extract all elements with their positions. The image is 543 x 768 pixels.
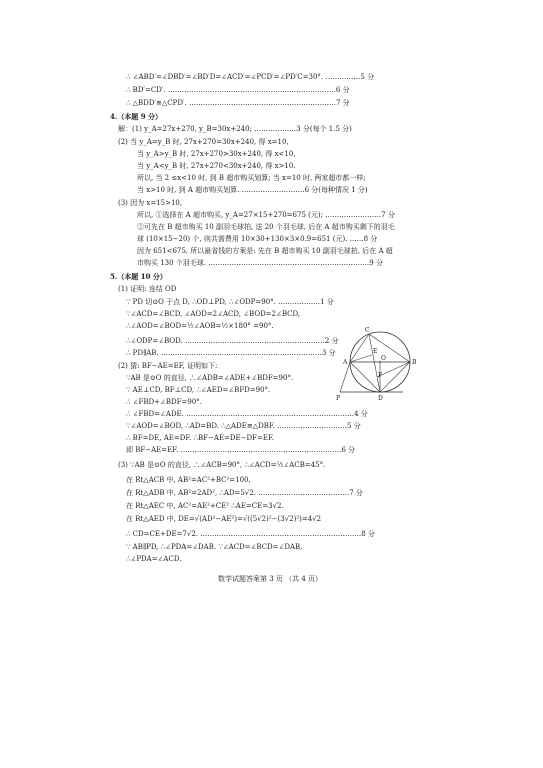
text-line: (1) 证明: 连结 OD xyxy=(118,285,177,293)
label-c: C xyxy=(365,327,370,334)
text-line: ∵ AE⊥CD, BF⊥CD, ∴∠AED=∠BFD=90°. xyxy=(126,386,271,394)
text-line: ∴∠ODP=∠BOD. ……………………………………………………2 分 xyxy=(126,337,339,345)
label-e: E xyxy=(373,348,378,355)
label-o: O xyxy=(381,355,386,362)
text-line: ∴∠PDA=∠ACD. xyxy=(126,555,182,563)
text-line: 当 y_A<y_B 时, 27x+270<30x+240, 得 x>10. xyxy=(137,162,296,170)
text-line: 即 BF−AE=EF. ……………………………………………………………6 分 xyxy=(126,446,356,454)
geometry-figure xyxy=(335,322,425,410)
text-line: 在 Rt△AEC 中, AC²=AE²+CE² ∴AE=CE=3√2. xyxy=(126,502,284,510)
text-line: (3) 因为 x=15>10, xyxy=(118,199,183,207)
segment-bd xyxy=(380,362,410,392)
text-line: 所以, 当 2 ≤x<10 时, 到 B 超市购买划算; 当 x=10 时, 两家超市都一样; xyxy=(137,174,366,182)
segment-ca xyxy=(350,334,369,362)
text-line: ∵AB 是⊙O 的直径, ∴∠ADB=∠ADE+∠BDF=90°. xyxy=(126,374,294,382)
segment-ae xyxy=(350,355,372,362)
segment-cd xyxy=(369,334,383,392)
text-line: ∴ CD=CE+DE=7√2. ……………………………………………………………8 分 xyxy=(126,530,375,538)
label-b: B xyxy=(412,359,417,366)
text-line: (2) 猜: BF−AE=EF, 证明如下: xyxy=(118,362,218,370)
text-line: ∴ ∠FBD+∠BDF=90°. xyxy=(126,398,202,406)
text-line: ②可先在 B 超市购买 10 副羽毛球拍, 送 20 个羽毛球, 后在 A 超市购买剩下的羽毛 xyxy=(137,223,395,231)
text-line: 球 (10×15−20) 个, 则共需费用 10×30+130×3×0.9=651 (元). ……8 分 xyxy=(137,235,378,243)
segment-ad xyxy=(350,362,383,392)
label-p: P xyxy=(336,395,341,402)
text-line: ∴ BF=DE, AE=DF. ∴BF−AE=DE−DF=EF. xyxy=(126,434,274,442)
text-line: 在 Rt△ADB 中, AB²=2AD², ∴AD=5√2. …………………………………7 分 xyxy=(126,489,363,497)
text-line: ∵∠AOD=∠BOD, ∴AD=BD. ∴△ADE≌△DBF. …………………………5 分 xyxy=(126,422,361,430)
text-line: ∴ ∠FBD=∠ADE. ………………………………………………………………4 分 xyxy=(126,410,368,418)
text-line: 解：(1) y_A=27x+270, y_B=30x+240; ………………3 分(每个 1.5 分) xyxy=(118,125,352,133)
text-line: 在 Rt△ACB 中, AB²=AC²+BC²=100, xyxy=(126,476,251,484)
text-line: 当 x>10 时, 到 A 超市购买划算. ………………………6 分(每种情况 1 分) xyxy=(137,186,368,194)
text-line: 在 Rt△AED 中, DE=√(AD²−AE²)=√((5√2)²−(3√2)²)=4√2 xyxy=(126,515,322,523)
text-line: 所以, ①选择在 A 超市购买, y_A=27×15+270=675 (元); ……………………7 分 xyxy=(137,211,395,219)
text-line: 市购买 130 个羽毛球. ……………………………………………………………9 分 xyxy=(137,259,383,267)
text-line: (3) ∵AB 是⊙O 的直径, ∴∠ACB=90°, ∴∠ACD=½∠ACB=45°. xyxy=(118,461,326,469)
text-line: ∵ AB∥PD, ∴∠PDA=∠DAB. ∵∠ACD=∠BCD=∠DAB, xyxy=(126,543,303,551)
segment-pa xyxy=(340,362,350,392)
label-d: D xyxy=(378,395,383,402)
text-line: ∴ PD∥AB. ……………………………………………………………3 分 xyxy=(126,349,336,357)
section-heading: 4.（本题 9 分） xyxy=(110,112,163,121)
text-line: ∴ ∠ABD′=∠DBD′=∠BD′D=∠ACD′=∠PCD′=∠PD′C=30°. ……………5 分 xyxy=(126,73,375,81)
text-line: ∵∠ACD=∠BCD, ∠AOD=2∠ACD, ∠BOD=2∠BCD, xyxy=(126,310,301,318)
label-a: A xyxy=(343,359,348,366)
text-line: ∴ △BDD′≌△CPD′. ………………………………………………………7 分 xyxy=(126,99,350,107)
text-line: ∴ BD′=CD′. ………………………………………………………………6 分 xyxy=(126,86,350,94)
page-footer: 数学试题答案第 3 页 （共 4 页） xyxy=(218,575,323,583)
text-line: (2) 当 y_A=y_B 时, 27x+270=30x+240, 得 x=10, xyxy=(118,138,289,146)
text-line: 因为 651<675, 所以最省钱的方案是: 先在 B 超市购买 10 副羽毛球拍, 后在 A 超 xyxy=(137,247,393,255)
label-f: F xyxy=(378,372,383,379)
text-line: ∴∠AOD=∠BOD=½∠AOB=½×180° =90°. xyxy=(126,322,274,330)
section-heading: 5.（本题 10 分） xyxy=(110,272,167,281)
text-line: ∵ PD 切⊙O 于点 D, ∴OD⊥PD, ∴∠ODP=90°. ………………1 分 xyxy=(126,298,334,306)
text-line: 当 y_A>y_B 时, 27x+270>30x+240, 得 x<10, xyxy=(137,150,296,158)
